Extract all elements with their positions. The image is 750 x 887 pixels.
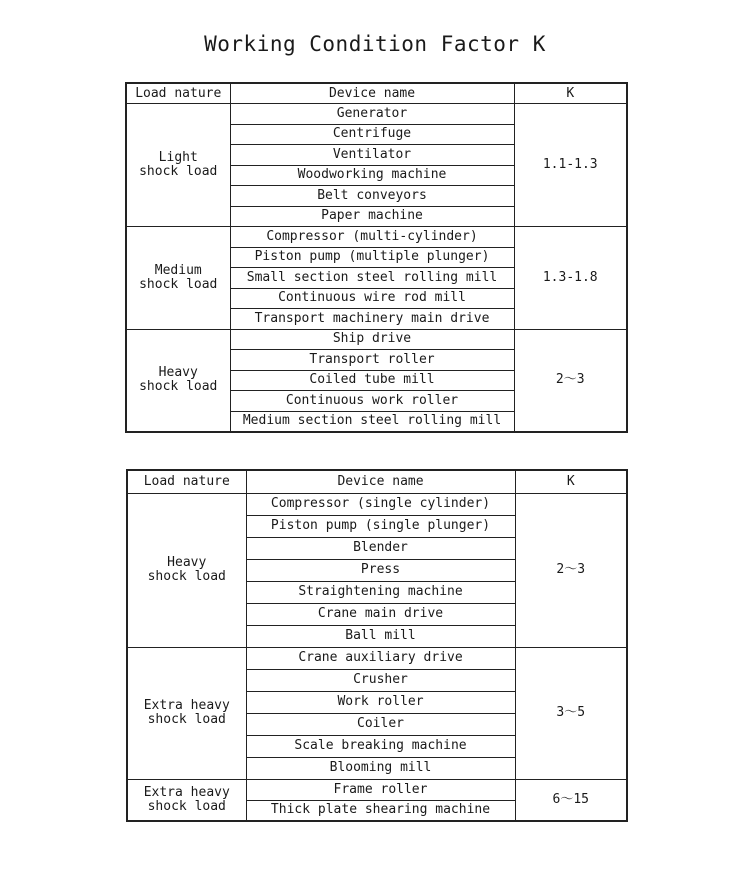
load-nature-cell [126,104,230,227]
k-value-cell: 2～3 [515,493,627,647]
device-cell: Centrifuge [230,124,514,145]
device-cell: Continuous work roller [230,391,514,412]
table-row [127,493,627,515]
load-nature-line: shock load [147,798,226,814]
load-nature-line: Light [158,150,198,166]
header-k: K [514,83,627,104]
load-nature-cell [127,493,246,647]
k-value-cell: 1.1-1.3 [514,104,627,227]
load-nature-line: shock load [147,712,226,727]
device-cell: Transport machinery main drive [230,309,514,330]
device-cell: Continuous wire rod mill [230,288,514,309]
load-nature-line: shock load [139,276,218,292]
load-nature-line: Heavy [158,365,198,381]
device-cell: Small section steel rolling mill [230,268,514,289]
device-cell: Blooming mill [246,757,515,779]
device-cell: Blender [246,537,515,559]
load-nature-line: shock load [139,164,218,179]
working-condition-table-2 [126,469,628,822]
device-cell: Ship drive [230,329,514,350]
device-cell: Thick plate shearing machine [246,800,515,821]
device-cell: Generator [230,104,514,125]
load-nature-line: Medium [154,263,202,279]
load-nature-line: shock load [147,569,226,584]
device-cell: Coiled tube mill [230,370,514,391]
load-nature-line: Extra heavy [143,698,230,714]
device-cell: Frame roller [246,779,515,800]
device-cell: Coiler [246,713,515,735]
device-cell: Transport roller [230,350,514,371]
device-cell: Paper machine [230,206,514,227]
device-cell: Crane auxiliary drive [246,647,515,669]
table-row [126,329,627,350]
device-cell: Straightening machine [246,581,515,603]
device-cell: Compressor (multi-cylinder) [230,227,514,248]
header-device-name: Device name [246,470,515,493]
table-row [126,104,627,125]
k-value-cell: 6～15 [515,779,627,821]
load-nature-line: Extra heavy [143,785,230,801]
header-load-nature: Load nature [126,83,230,104]
load-nature-cell [127,647,246,779]
device-cell: Piston pump (multiple plunger) [230,247,514,268]
table-header-row [127,470,627,493]
load-nature-line: Heavy [167,555,207,571]
device-cell: Medium section steel rolling mill [230,411,514,432]
header-k: K [515,470,627,493]
table-row [127,647,627,669]
k-value-cell: 3～5 [515,647,627,779]
working-condition-table-1 [125,82,628,433]
device-cell: Crane main drive [246,603,515,625]
device-cell: Compressor (single cylinder) [246,493,515,515]
table-row [126,227,627,248]
device-cell: Crusher [246,669,515,691]
k-value-cell: 2～3 [514,329,627,432]
load-nature-cell [127,779,246,821]
load-nature-cell [126,329,230,432]
device-cell: Press [246,559,515,581]
table-header-row [126,83,627,104]
load-nature-line: shock load [139,379,218,394]
k-value-cell: 1.3-1.8 [514,227,627,330]
device-cell: Ball mill [246,625,515,647]
device-cell: Scale breaking machine [246,735,515,757]
device-cell: Work roller [246,691,515,713]
device-cell: Ventilator [230,145,514,166]
device-cell: Piston pump (single plunger) [246,515,515,537]
header-load-nature: Load nature [127,470,246,493]
device-cell: Belt conveyors [230,186,514,207]
load-nature-cell [126,227,230,330]
page-title: Working Condition Factor K [204,32,546,56]
device-cell: Woodworking machine [230,165,514,186]
header-device-name: Device name [230,83,514,104]
table-row [127,779,627,800]
